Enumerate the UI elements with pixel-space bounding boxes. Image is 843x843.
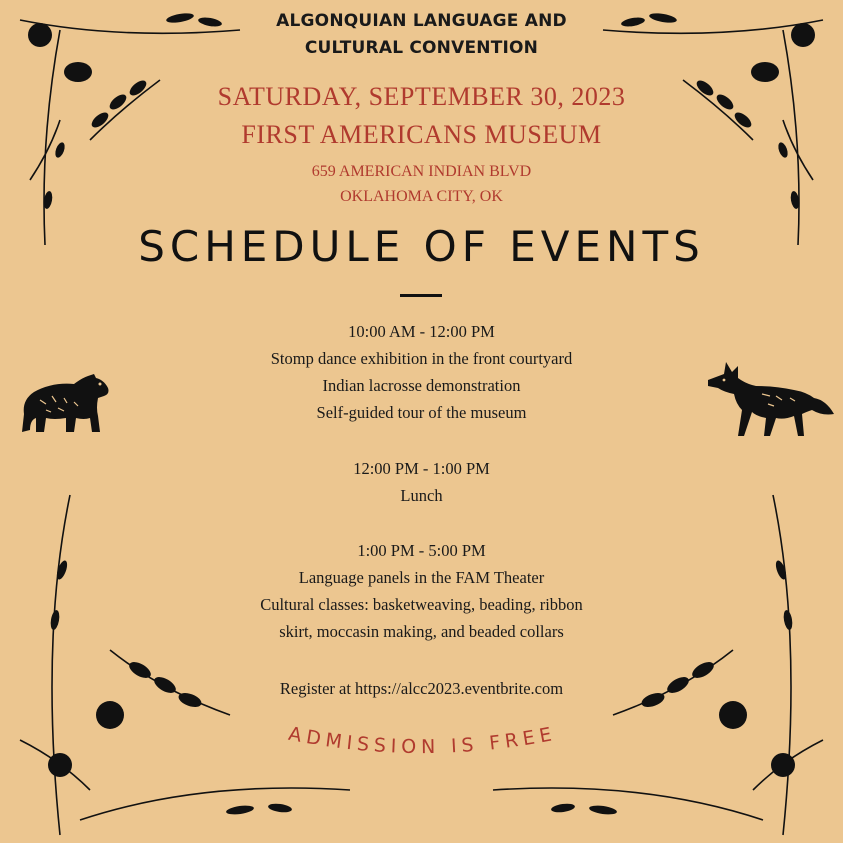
org-line-1: ALGONQUIAN LANGUAGE AND	[276, 11, 567, 31]
registration-link[interactable]: Register at https://alcc2023.eventbrite.com	[279, 679, 564, 698]
schedule-item: skirt, moccasin making, and beaded collars	[279, 622, 564, 641]
heading-divider	[400, 294, 442, 297]
event-date: SATURDAY, SEPTEMBER 30, 2023	[217, 82, 626, 111]
schedule-heading: SCHEDULE OF EVENTS	[138, 222, 705, 271]
floral-corner-ornament	[483, 490, 843, 843]
floral-corner-ornament	[583, 0, 843, 250]
schedule-time: 1:00 PM - 5:00 PM	[357, 541, 486, 560]
schedule-time: 10:00 AM - 12:00 PM	[348, 322, 495, 341]
floral-corner-ornament	[0, 490, 360, 843]
schedule-item: Indian lacrosse demonstration	[322, 376, 521, 395]
schedule-item: Lunch	[400, 486, 443, 505]
schedule-item: Stomp dance exhibition in the front courtyard	[270, 349, 573, 368]
event-venue: FIRST AMERICANS MUSEUM	[241, 120, 602, 149]
floral-corner-ornament	[0, 0, 260, 250]
schedule-time: 12:00 PM - 1:00 PM	[353, 459, 490, 478]
org-line-2: CULTURAL CONVENTION	[304, 38, 539, 58]
admission-text: ADMISSION IS FREE	[286, 722, 559, 759]
schedule-item: Self-guided tour of the museum	[316, 403, 527, 422]
fox-illustration	[706, 360, 838, 442]
schedule-item: Language panels in the FAM Theater	[298, 568, 545, 587]
address-line-1: 659 AMERICAN INDIAN BLVD	[311, 163, 532, 180]
address-line-2: OKLAHOMA CITY, OK	[340, 188, 503, 205]
schedule-item: Cultural classes: basketweaving, beading, ribbon	[260, 595, 583, 614]
bear-illustration	[16, 370, 112, 440]
